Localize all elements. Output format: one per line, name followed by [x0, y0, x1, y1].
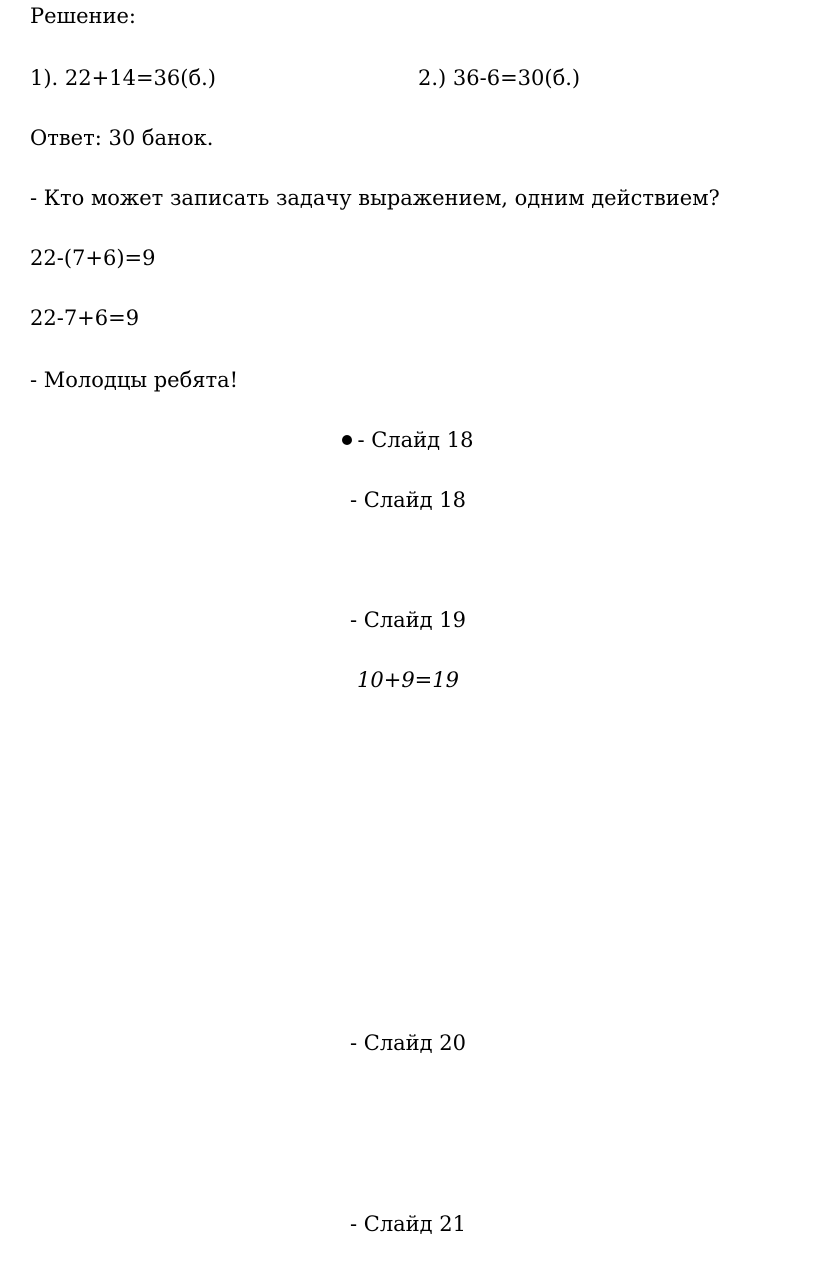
praise-line: - Молодцы ребята! [30, 368, 239, 392]
solution-step-1: 1). 22+14=36(б.) [30, 66, 216, 90]
expression-2: 22-7+6=9 [30, 306, 140, 330]
answer-line: Ответ: 30 банок. [30, 126, 214, 150]
slide-19-expression: 10+9=19 [357, 668, 459, 692]
slide-18-bulleted [0, 430, 816, 451]
slide-19: - Слайд 19 [349, 608, 467, 632]
slide-18-bulleted-label: - Слайд 18 [357, 428, 474, 452]
slide-18: - Слайд 18 [349, 488, 467, 512]
bullet-icon [342, 435, 352, 445]
question-line: - Кто может записать задачу выражением, одним действием? [30, 186, 720, 210]
slide-21: - Слайд 21 [349, 1212, 467, 1236]
expression-1: 22-(7+6)=9 [30, 246, 156, 270]
slide-20: - Слайд 20 [349, 1031, 467, 1055]
solution-step-2: 2.) 36-6=30(б.) [418, 66, 581, 90]
solution-heading: Решение: [30, 4, 137, 28]
